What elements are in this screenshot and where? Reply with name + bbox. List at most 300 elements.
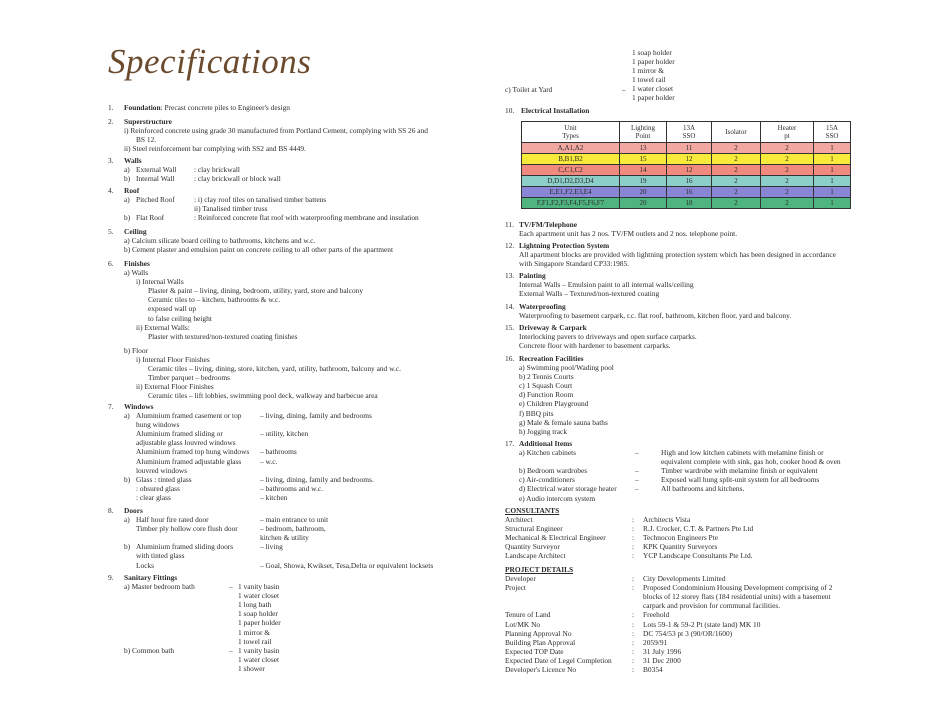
window-line	[124, 420, 478, 429]
table-cell: 19	[620, 176, 667, 187]
door-line	[124, 561, 478, 570]
section-text: Each apartment unit has 2 nos. TV/FM outlets and 2 nos. telephone point.	[519, 229, 738, 239]
table-row	[522, 143, 851, 154]
section-windows	[108, 402, 478, 502]
table-cell: D,D1,D2,D3,D4	[522, 176, 620, 187]
item-label: Aluminium framed sliding doors	[136, 542, 234, 552]
consultants	[505, 506, 905, 561]
section-additional	[505, 439, 905, 503]
detail-row	[505, 620, 905, 629]
detail-sep: :	[632, 665, 635, 675]
detail-row	[505, 656, 905, 665]
detail-row	[505, 592, 905, 601]
section-line: ii) External Walls:	[136, 322, 190, 332]
table-cell: 2	[712, 154, 761, 165]
detail-key: Mechanical & Electrical Engineer	[505, 533, 606, 543]
window-line	[124, 475, 478, 484]
section-number: 9.	[108, 573, 114, 582]
table-cell: 2	[712, 187, 761, 198]
detail-value: Technocon Engineers Pte	[643, 533, 719, 543]
fitting-group-label: c) Toilet at Yard	[505, 85, 553, 94]
section-number: 4.	[108, 186, 114, 195]
fitting-item: 1 water closet	[632, 84, 674, 94]
table-row	[522, 165, 851, 176]
section-waterproofing	[505, 302, 905, 320]
detail-key: Landscape Architect	[505, 551, 566, 561]
detail-sep: :	[632, 533, 635, 543]
item-label: External Wall	[136, 165, 177, 175]
section-number: 15.	[505, 323, 515, 332]
fitting-group-label: b) Common bath	[124, 646, 175, 656]
section-line: Ceramic tiles – lift lobbies, swimming pool deck, walkway and barbecue area	[148, 391, 378, 401]
item-label: Internal Wall	[136, 174, 175, 184]
detail-row	[505, 647, 905, 656]
fitting-item: 1 mirror &	[238, 627, 271, 637]
section-ceiling	[108, 227, 478, 254]
table-cell: 13	[620, 143, 667, 154]
table-cell: 1	[814, 143, 851, 154]
door-line	[124, 551, 478, 560]
item-label: d) Electrical water storage heater	[519, 484, 617, 494]
section-heading: Additional Items	[519, 439, 573, 448]
section-tv	[505, 220, 905, 238]
section-number: 7.	[108, 402, 114, 411]
section-text: with Singapore Standard CP33:1985.	[519, 259, 630, 269]
section-line: ii) External Floor Finishes	[136, 382, 214, 392]
detail-row	[505, 515, 905, 524]
detail-value: 2059/91	[643, 637, 668, 647]
section-heading: Sanitary Fittings	[124, 573, 178, 582]
item-marker: a)	[124, 515, 130, 525]
item-value: – bathrooms and w.c.	[260, 483, 323, 493]
table-header-cell: Heater pt	[761, 122, 814, 143]
section-heading: Driveway & Carpark	[519, 323, 587, 332]
fitting-item: 1 soap holder	[238, 609, 278, 619]
detail-value: carpark and provision for communal facilities.	[643, 601, 781, 611]
detail-row	[505, 629, 905, 638]
section-walls	[108, 156, 478, 183]
section-foundation	[108, 103, 478, 112]
item-label: Pitched Roof	[136, 195, 175, 205]
section-text: All apartment blocks are provided with lightning protection system which has been designed in accordance	[519, 250, 836, 260]
table-cell: 2	[761, 176, 814, 187]
item-label: Aluminium framed adjustable glass	[136, 456, 242, 466]
window-line	[124, 457, 478, 466]
item-marker: b)	[124, 474, 131, 484]
table-cell: 1	[814, 176, 851, 187]
table-cell: 2	[712, 165, 761, 176]
detail-value: R.J. Crocker, C.T. & Partners Pte Ltd	[643, 524, 754, 534]
wall-line	[124, 165, 478, 174]
detail-value: B0354	[643, 665, 663, 675]
fitting-item: 1 soap holder	[632, 48, 672, 57]
detail-key: Developer's Licence No	[505, 665, 577, 675]
item-value: : clay brickwall	[194, 165, 240, 175]
section-superstructure	[108, 117, 478, 153]
item-value: Timber wardrobe with melamine finish or equivalent	[661, 466, 818, 476]
item-value: – living, dining, family and bedrooms	[260, 411, 372, 421]
table-cell: 2	[712, 198, 761, 209]
section-heading: Finishes	[124, 259, 150, 268]
window-line	[124, 447, 478, 456]
item-value: : Reinforced concrete flat roof with waterproofing membrane and insulation	[194, 213, 419, 223]
detail-value: 31 July 1996	[643, 646, 682, 656]
table-cell: 18	[667, 198, 712, 209]
roof-line	[124, 213, 478, 222]
section-number: 14.	[505, 302, 515, 311]
table-cell: C,C1,C2	[522, 165, 620, 176]
section-heading: Electrical Installation	[521, 106, 590, 115]
item-value: Exposed wall hung split-unit system for all bedrooms	[661, 475, 820, 485]
section-heading: Waterproofing	[519, 302, 566, 311]
item-value: – kitchen	[260, 492, 288, 502]
table-cell: E,E1,F2,E3,E4	[522, 187, 620, 198]
section-roof	[108, 186, 478, 222]
fitting-item: 1 towel rail	[632, 75, 666, 85]
item-value: – living, dining, family and bedrooms.	[260, 474, 374, 484]
section-finishes	[108, 259, 478, 400]
section-line: Plaster & paint – living, dining, bedroom, utility, yard, store and balcony	[148, 286, 364, 296]
table-cell: 2	[761, 154, 814, 165]
item-label: louvred windows	[136, 465, 188, 475]
detail-key: Project	[505, 583, 526, 593]
detail-value: Architects Vista	[643, 515, 691, 525]
detail-key: Expected Date of Legel Completion	[505, 655, 612, 665]
item-value: High and low kitchen cabinets with melamine finish or	[661, 448, 824, 458]
section-number: 5.	[108, 227, 114, 236]
item-label: Aluminium framed sliding or	[136, 429, 223, 439]
detail-value: Freehold	[643, 610, 670, 620]
table-cell: 2	[712, 176, 761, 187]
section-number: 13.	[505, 271, 515, 280]
table-cell: 20	[620, 198, 667, 209]
detail-key: Planning Approval No	[505, 628, 572, 638]
section-line: a) Calcium silicate board ceiling to bathrooms, kitchens and w.c.	[124, 236, 316, 246]
item-dash: –	[635, 448, 639, 458]
item-label: Aluminium framed casement or top	[136, 411, 242, 421]
section-text: Internal Walls – Emulsion paint to all internal walls/ceiling	[519, 280, 694, 290]
section-heading: Doors	[124, 506, 143, 515]
section-number: 2.	[108, 117, 114, 126]
detail-key: Lot/MK No	[505, 619, 541, 629]
detail-sep: :	[632, 655, 635, 665]
table-row	[522, 187, 851, 198]
table-cell: 12	[667, 154, 712, 165]
section-number: 3.	[108, 156, 114, 165]
detail-row	[505, 542, 905, 551]
section-heading: Roof	[124, 186, 140, 195]
detail-row	[505, 601, 905, 610]
section-driveway	[505, 323, 905, 350]
section-line: b) Floor	[124, 345, 149, 355]
section-number: 12.	[505, 241, 515, 250]
door-line	[124, 524, 478, 533]
additional-line	[519, 457, 905, 466]
item-label: hung windows	[136, 420, 180, 430]
wall-line	[124, 174, 478, 183]
item-label: adjustable glass louvred windows	[136, 438, 236, 448]
fitting-item: 1 water closet	[238, 591, 280, 601]
item-label: c) Air-conditioners	[519, 475, 575, 485]
table-cell: 2	[761, 187, 814, 198]
detail-sep: :	[632, 637, 635, 647]
detail-sep: :	[632, 583, 635, 593]
table-header-cell: 13A SSO	[667, 122, 712, 143]
item-label: Half hour fire rated door	[136, 515, 209, 525]
detail-key: Building Plan Approval	[505, 637, 576, 647]
section-recreation	[505, 354, 905, 436]
section-electrical	[505, 106, 905, 115]
section-text: : Precast concrete piles to Engineer's design	[160, 103, 290, 112]
detail-value: City Developments Limited	[643, 574, 726, 584]
section-heading: Foundation	[124, 103, 161, 112]
facility-item: g) Male & female sauna baths	[519, 417, 608, 427]
section-number: 6.	[108, 259, 114, 268]
item-label: : clear glass	[136, 492, 171, 502]
table-cell: 20	[620, 187, 667, 198]
project-heading: PROJECT DETAILS	[505, 565, 574, 574]
facility-item: f) BBQ pits	[519, 408, 554, 418]
additional-line	[519, 494, 905, 503]
section-heading: Windows	[124, 402, 154, 411]
spec-page: Specifications 1. Foundation: Precast concrete piles to Engineer's design 2. Superstructure i) Reinforced concrete using grade 30 manufactured from Portland Cement, complying with SS 26 and BS 12. ii) Steel reinforcement bar complying with SS2 and BS 4449. 3. Walls a) External Wall : clay brickwall b) Internal Wall : clay brickwall or block wall 4. Roof a) Pitched Roof : i) clay roof tiles on tanalised timber battens ii) Tanalised timber truss b) Flat Roof : Reinforced concrete flat roof with waterproofing membrane and insulation 5. Ceiling a) Calcium silicate board ceiling to bathrooms, kitchens and w.c. b) Cement plaster and emulsion paint on concrete ceiling to all other parts of the apartment 6. Finishes a) Walls i) Internal Walls Plaster & paint – living, dining, bedroom, utility, yard, store and balcony Ceramic tiles to – kitchen, bathrooms & w.c. exposed wall up to false ceiling height ii) External Walls: Plaster with textured/non-textured coating finishes b) Floor i) Internal Floor Finishes Ceramic tiles – living, dining, store, kitchen, yard, utility, bathroom, balcony and w.c. Timber parquet – bedrooms ii) External Floor Finishes Ceramic tiles – lift lobbies, swimming pool deck, walkway and barbecue area 7. Windows a) Aluminium framed casement or top – living, dining, family and bedrooms hung windows Aluminium framed sliding or – utility, kitchen adjustable glass louvred windows Aluminium framed top hung windows – bathrooms Aluminium framed adjustable glass – w.c. louvred windows b) Glass : tinted glass – living, dining, family and bedrooms. : obsured glass – bathrooms and w.c. : clear glass – kitchen 8. Doors a) Half hour fire rated door – main entrance to unit Timber ply hollow core flush door – bedroom, bathroom, kitchen & utility b) Aluminium framed sliding doors – living with tinted glass Locks – Goal, Showa, Kwikset, Tesa,Delta or equivalent locksets 9. Sanitary Fittings a) Master bedroom bath – 1 vanity basin 1 water closet 1 long bath 1 soap holder 1 paper holder 1 mirror & 1 towel rail b) Common bath – 1 vanity basin 1 water closet 1 shower 1 soap holder 1 paper holder 1 mirror & 1 towel rail 1 water closet 1 paper holder c) Toilet at Yard – 10. Electrical Installation Unit Types Lighting Point 13A SSO Isolator Heater pt 15A SSO A,A1,A2 13 11 2 2 1 B,B1,B2 15 12 2 2 1 C,C1,C2 14 12 2 2 1 D,D1,D2,D3,D4 19 16 2 2 1 E,E1,F2,E3,E4 20 16 2 2 1 F,F1,F2,F3,F4,F5,F6,F7 20 18 2 2 1 11. TV/FM/Telephone Each apartment unit has 2 nos. TV/FM outlets and 2 nos. telephone point. 12. Lightning Protection System All apartment blocks are provided with lightning protection system which has been designed in accordance with Singapore Standard CP33:1985. 13. Painting Internal Walls – Emulsion paint to all internal walls/ceiling External Walls – Textured/non-textured coating 14. Waterproofing Waterproofing to basement carpark, r.c. flat roof, bathroom, kitchen floor, yard and balcony. 15. Driveway & Carpark Interlocking pavers to driveways and open surface carparks. Concrete floor with hardener to basement carparks. 16. Recreation Facilities a) Swimming pool/Wading pool b) 2 Tennis Courts c) 1 Squash Court d) Function Room e) Children Playground f) BBQ pits g) Male & female sauna baths h) Jogging track 17. Additional Items a) Kitchen cabinets – High and low kitchen cabinets with melamine finish or equivalent complete with sink, gas hob, cooker hood & oven b) Bedroom wardrobes – Timber wardrobe with melamine finish or equivalent c) Air-conditioners – Exposed wall hung split-unit system for all bedrooms d) Electrical water storage heater – All bathrooms and kitchens. e) Audio intercom system CONSULTANTS Architect : Architects Vista Structural Engineer : R.J. Crocker, C.T. & Partners Pte Ltd Mechanical & Electrical Engineer : Technocon Engineers Pte Quantity Surveyor : KPK Quantity Surveyors Landscape Architect : YCP Landscape Consultants Pte Ltd. PROJECT DETAILS Developer : City Developments Limited Project : Proposed Condominium Housing Development comprising of 2 blocks of 12 storey flats (184 residential units) with a basement carpark and provision for communal facilities. Tenure of Land : Freehold Lot/MK No : Lots 59-1 & 59-2 Pt (state land) MK 10 Planning Approval No : DC 754/53 pt 3 (90/OR/1600) Building Plan Approval : 2059/91 Expected TOP Date : 31 July 1996 Expected Date of Legel Completion : 31 Dec 2000 Developer's Licence No : B0354	[0, 0, 943, 717]
detail-value: YCP Landscape Consultants Pte Ltd.	[643, 551, 753, 561]
item-marker: b)	[124, 542, 131, 552]
item-value: – main entrance to unit	[260, 515, 329, 525]
detail-row	[505, 574, 905, 583]
item-marker: a)	[124, 411, 130, 421]
fitting-item: 1 long bath	[238, 600, 272, 610]
detail-sep: :	[632, 646, 635, 656]
roof-line	[124, 204, 478, 213]
section-line: ii) Steel reinforcement bar complying with SS2 and BS 4449.	[124, 144, 306, 154]
table-cell: F,F1,F2,F3,F4,F5,F6,F7	[522, 198, 620, 209]
facility-item: b) 2 Tennis Courts	[519, 372, 574, 382]
table-cell: 2	[761, 198, 814, 209]
section-sanitary: 9. Sanitary Fittings a) Master bedroom bath – 1 vanity basin 1 water closet 1 long bath 1 soap holder 1 paper holder 1 mirror & 1 towel rail b) Common bath – 1 vanity basin 1 water closet 1 shower	[108, 573, 478, 676]
facility-item: e) Children Playground	[519, 399, 589, 409]
electrical-table	[521, 121, 851, 209]
section-heading: Recreation Facilities	[519, 354, 584, 363]
section-text: Concrete floor with hardener to basement carparks.	[519, 341, 671, 351]
fitting-item: 1 shower	[238, 664, 265, 674]
section-line: Ceramic tiles to – kitchen, bathrooms & w.c.	[148, 295, 281, 305]
item-dash: –	[635, 484, 639, 494]
roof-line	[124, 195, 478, 204]
item-dash: –	[635, 475, 639, 485]
section-number: 1.	[108, 103, 114, 112]
section-line: b) Cement plaster and emulsion paint on concrete ceiling to all other parts of the apartment	[124, 245, 394, 255]
consultants-heading: CONSULTANTS	[505, 506, 560, 515]
item-label: Locks	[136, 560, 155, 570]
section-doors	[108, 506, 478, 570]
section-heading: Ceiling	[124, 227, 147, 236]
fitting-item: 1 paper holder	[632, 93, 675, 103]
detail-sep: :	[632, 574, 635, 584]
window-line	[124, 493, 478, 502]
section-line: to false ceiling height	[148, 313, 212, 323]
table-cell: 12	[667, 165, 712, 176]
table-cell: 1	[814, 154, 851, 165]
item-value: – living	[260, 542, 283, 552]
item-value: – Goal, Showa, Kwikset, Tesa,Delta or equivalent locksets	[260, 560, 434, 570]
detail-key: Structural Engineer	[505, 524, 563, 534]
section-line: a) Walls	[124, 268, 149, 278]
item-value: – bathrooms	[260, 447, 297, 457]
detail-row	[505, 533, 905, 542]
detail-key: Quantity Surveyor	[505, 542, 560, 552]
detail-key: Tenure of Land	[505, 610, 551, 620]
additional-line	[519, 484, 905, 493]
section-number: 17.	[505, 439, 515, 448]
detail-value: blocks of 12 storey flats (184 residential units) with a basement	[643, 592, 831, 602]
section-heading: Painting	[519, 271, 546, 280]
item-label: Aluminium framed top hung windows	[136, 447, 250, 457]
detail-value: Lots 59-1 & 59-2 Pt (state land) MK 10	[643, 619, 761, 629]
detail-value: 31 Dec 2000	[643, 655, 681, 665]
fitting-item: 1 paper holder	[238, 618, 281, 628]
section-line: i) Reinforced concrete using grade 30 manufactured from Portland Cement, complying with SS 26 and	[124, 126, 428, 136]
table-cell: 14	[620, 165, 667, 176]
item-label: e) Audio intercom system	[519, 493, 596, 503]
page-title: Specifications	[108, 42, 312, 81]
facility-item: c) 1 Squash Court	[519, 381, 573, 391]
item-label: Timber ply hollow core flush door	[136, 524, 238, 534]
door-line	[124, 542, 478, 551]
section-heading: TV/FM/Telephone	[519, 220, 578, 229]
section-lightning	[505, 241, 905, 268]
detail-key: Developer	[505, 574, 536, 584]
item-value: All bathrooms and kitchens.	[661, 484, 745, 494]
detail-sep: :	[632, 551, 635, 561]
detail-row	[505, 583, 905, 592]
window-line	[124, 484, 478, 493]
detail-sep: :	[632, 610, 635, 620]
fitting-item: 1 water closet	[238, 655, 280, 665]
item-value: – bedroom, bathroom,	[260, 524, 326, 534]
window-line	[124, 429, 478, 438]
table-row	[522, 198, 851, 209]
fitting-item: 1 vanity basin	[238, 582, 280, 592]
window-line	[124, 438, 478, 447]
item-label: a) Kitchen cabinets	[519, 448, 577, 458]
item-value: – utility, kitchen	[260, 429, 309, 439]
item-marker: a)	[124, 195, 130, 205]
detail-row	[505, 638, 905, 647]
section-number: 10.	[505, 106, 515, 115]
facility-item: a) Swimming pool/Wading pool	[519, 363, 614, 373]
table-header-cell: 15A SSO	[814, 122, 851, 143]
section-number: 16.	[505, 354, 515, 363]
table-cell: 2	[761, 165, 814, 176]
section-line: Timber parquet – bedrooms	[148, 373, 231, 383]
additional-line	[519, 475, 905, 484]
table-row	[522, 176, 851, 187]
item-value: : clay brickwall or block wall	[194, 174, 281, 184]
door-line	[124, 533, 478, 542]
table-cell: 1	[814, 187, 851, 198]
detail-row	[505, 524, 905, 533]
window-line	[124, 411, 478, 420]
section-line: i) Internal Walls	[136, 277, 184, 287]
fitting-item: 1 towel rail	[238, 636, 272, 646]
detail-sep: :	[632, 619, 635, 629]
door-line	[124, 515, 478, 524]
window-line	[124, 466, 478, 475]
detail-value: Proposed Condominium Housing Development comprising of 2	[643, 583, 833, 593]
item-label: Flat Roof	[136, 213, 165, 223]
detail-row	[505, 665, 905, 674]
project-details	[505, 565, 905, 674]
detail-sep: :	[632, 542, 635, 552]
section-line: i) Internal Floor Finishes	[136, 354, 210, 364]
item-value: : i) clay roof tiles on tanalised timber battens	[194, 195, 327, 205]
section-text: Interlocking pavers to driveways and open surface carparks.	[519, 332, 697, 342]
item-value: ii) Tanalised timber truss	[194, 204, 268, 214]
item-value: kitchen & utility	[260, 533, 309, 543]
facility-item: h) Jogging track	[519, 426, 568, 436]
detail-key: Architect	[505, 515, 533, 525]
detail-key: Expected TOP Date	[505, 646, 564, 656]
item-marker: b)	[124, 174, 131, 184]
table-row	[522, 154, 851, 165]
detail-value: KPK Quantity Surveyors	[643, 542, 718, 552]
item-label: with tinted glass	[136, 551, 185, 561]
item-label: : obsured glass	[136, 483, 180, 493]
facility-item: d) Function Room	[519, 390, 574, 400]
additional-line	[519, 448, 905, 457]
section-line: Ceramic tiles – living, dining, store, kitchen, yard, utility, bathroom, balcony and w.c.	[148, 364, 401, 374]
table-header-cell: Unit Types	[522, 122, 620, 143]
section-line: BS 12.	[136, 135, 157, 145]
detail-sep: :	[632, 628, 635, 638]
table-cell: 16	[667, 176, 712, 187]
item-value: equivalent complete with sink, gas hob, cooker hood & oven	[661, 457, 841, 467]
section-text: Waterproofing to basement carpark, r.c. flat roof, bathroom, kitchen floor, yard and balcony.	[519, 311, 792, 321]
detail-row	[505, 551, 905, 560]
section-heading: Lightning Protection System	[519, 241, 610, 250]
table-cell: 1	[814, 165, 851, 176]
section-number: 11.	[505, 220, 514, 229]
item-label: Glass : tinted glass	[136, 474, 192, 484]
table-cell: 16	[667, 187, 712, 198]
detail-value: DC 754/53 pt 3 (90/OR/1600)	[643, 628, 733, 638]
table-cell: 15	[620, 154, 667, 165]
fitting-item: 1 paper holder	[632, 57, 675, 67]
item-marker: a)	[124, 165, 130, 175]
fitting-group-label: a) Master bedroom bath	[124, 582, 195, 592]
item-value: – w.c.	[260, 456, 278, 466]
section-heading: Superstructure	[124, 117, 172, 126]
item-marker: b)	[124, 213, 131, 223]
additional-line	[519, 466, 905, 475]
section-text: External Walls – Textured/non-textured coating	[519, 289, 660, 299]
table-cell: B,B1,B2	[522, 154, 620, 165]
item-dash: –	[635, 466, 639, 476]
table-cell: 11	[667, 143, 712, 154]
item-label: b) Bedroom wardrobes	[519, 466, 588, 476]
table-cell: 2	[761, 143, 814, 154]
section-heading: Walls	[124, 156, 142, 165]
detail-sep: :	[632, 515, 635, 525]
table-header-cell: Isolator	[712, 122, 761, 143]
table-cell: 2	[712, 143, 761, 154]
section-line: exposed wall up	[148, 304, 197, 314]
table-cell: A,A1,A2	[522, 143, 620, 154]
table-cell: 1	[814, 198, 851, 209]
section-line: Plaster with textured/non-textured coating finishes	[148, 331, 298, 341]
table-header-cell: Lighting Point	[620, 122, 667, 143]
